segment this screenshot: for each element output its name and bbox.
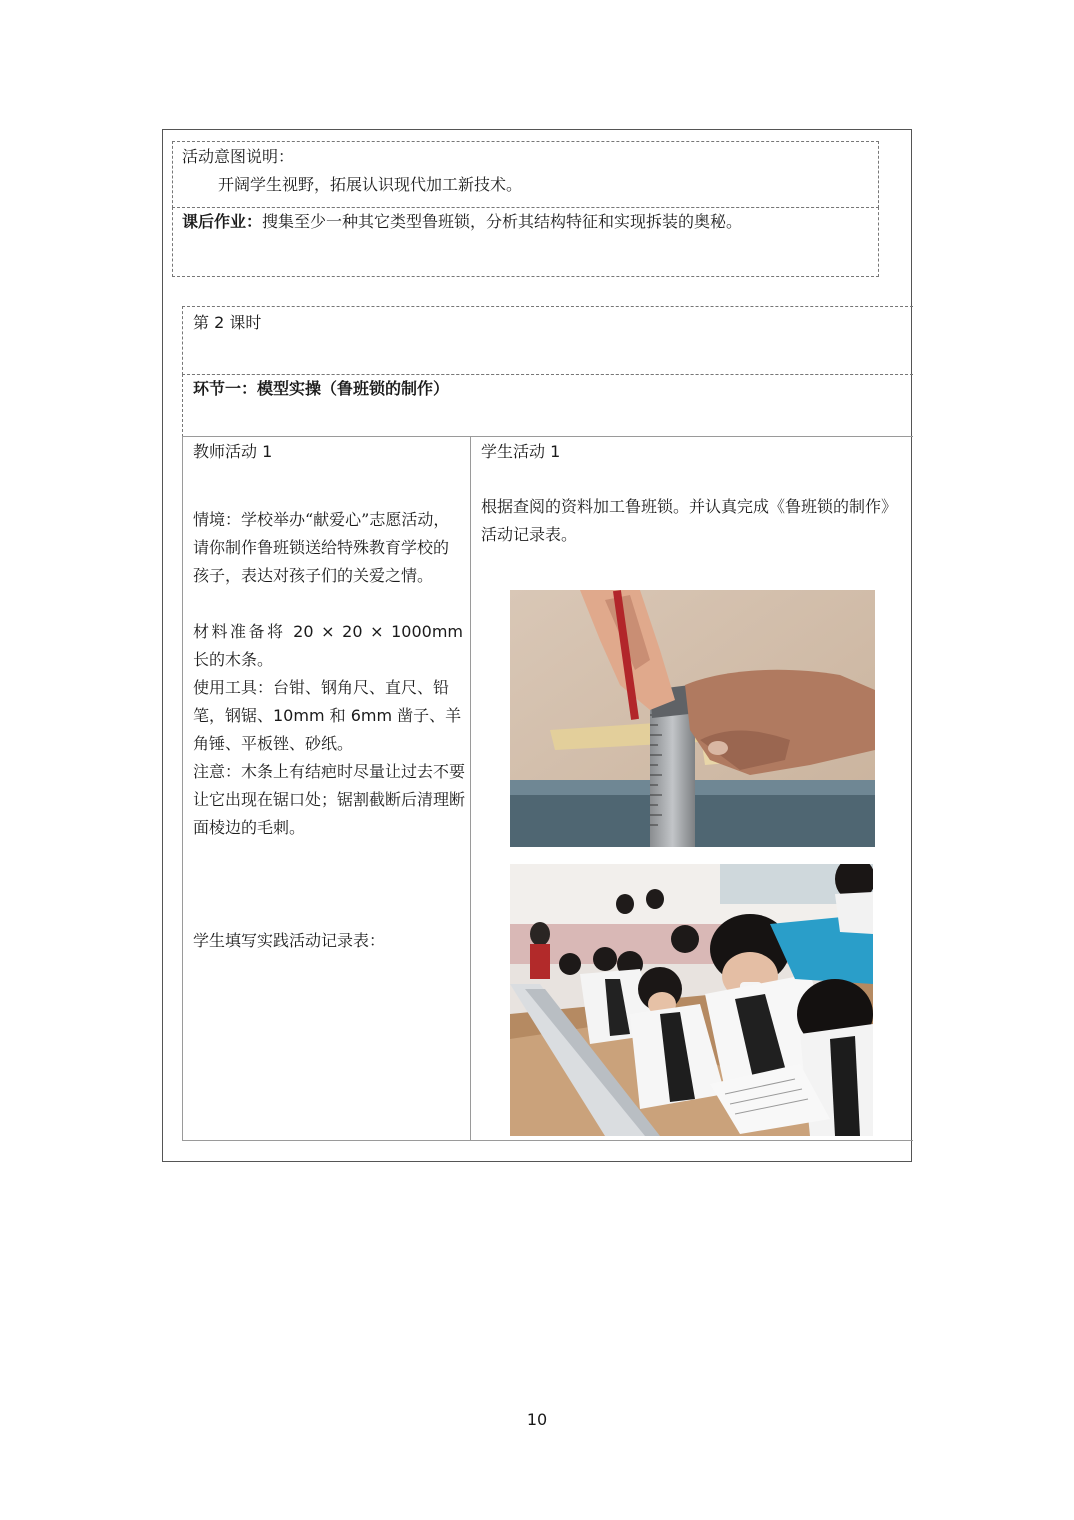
page-number: 10 bbox=[526, 1410, 548, 1429]
teacher-tools: 使用工具：台钳、钢角尺、直尺、铅笔，钢锯、10mm 和 6mm 凿子、羊角锤、平板锉、砂纸。 bbox=[193, 678, 462, 753]
activity-row-bottom-border bbox=[182, 1140, 913, 1141]
teacher-situation: 情境：学校举办“献爱心”志愿活动，请你制作鲁班锁送给特殊教育学校的孩子，表达对孩子们的关爱之情。 bbox=[193, 510, 450, 585]
period-row bbox=[182, 306, 913, 375]
teacher-activity-header: 教师活动 1 bbox=[193, 442, 273, 461]
intent-label: 活动意图说明： bbox=[182, 147, 295, 166]
homework-label: 课后作业： bbox=[182, 212, 263, 231]
photo-marking-wood bbox=[510, 590, 875, 847]
activity-row-left-border bbox=[182, 436, 183, 1141]
homework-text: 搜集至少一种其它类型鲁班锁，分析其结构特征和实现拆装的奥秘。 bbox=[262, 212, 743, 231]
teacher-materials-line-2: 长的木条。 bbox=[193, 650, 274, 669]
activity-row-top-border bbox=[182, 436, 913, 437]
photo-classroom-students-image bbox=[510, 864, 873, 1136]
photo-classroom-students bbox=[510, 864, 873, 1136]
student-activity-header: 学生活动 1 bbox=[481, 442, 561, 461]
intent-text: 开阔学生视野，拓展认识现代加工新技术。 bbox=[218, 175, 523, 194]
section-title: 环节一：模型实操（鲁班锁的制作） bbox=[193, 379, 450, 398]
period-label: 第 2 课时 bbox=[193, 313, 262, 332]
column-divider bbox=[470, 436, 471, 1141]
photo-marking-wood-image bbox=[510, 590, 875, 847]
teacher-record-instruction: 学生填写实践活动记录表： bbox=[193, 931, 386, 950]
student-activity-text: 根据查阅的资料加工鲁班锁。并认真完成《鲁班锁的制作》活动记录表。 bbox=[481, 497, 898, 544]
teacher-note: 注意：木条上有结疤时尽量让过去不要让它出现在锯口处；锯割截断后清理断面棱边的毛刺。 bbox=[193, 762, 466, 837]
teacher-materials-line-1: 材料准备将 20 × 20 × 1000mm bbox=[193, 622, 463, 641]
homework-line bbox=[182, 208, 742, 236]
